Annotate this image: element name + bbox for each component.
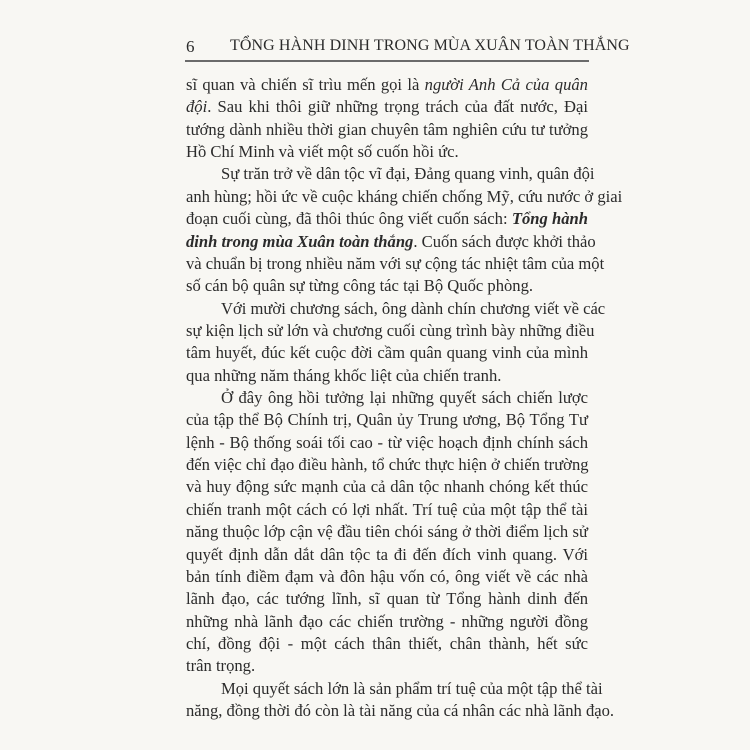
book-title-emphasis: Tổng hành: [511, 209, 588, 229]
text-line: [186, 119, 588, 141]
text-run: sự kiện lịch sử lớn và chương cuối cùng trình bày những điều: [186, 320, 595, 340]
body-text: [186, 74, 623, 722]
text-line: [186, 298, 606, 320]
text-run: trân trọng.: [186, 656, 256, 676]
text-run: đoạn cuối cùng, đã thôi thúc ông viết cuốn sách:: [186, 209, 512, 229]
text-run: quyết định dẫn dắt dân tộc ta đi đến đích vinh quang. Với: [186, 544, 588, 564]
paragraph: [186, 387, 588, 678]
text-line: [186, 320, 595, 342]
text-run: Ở đây ông hồi tưởng lại những quyết sách chiến lược: [221, 388, 588, 408]
text-run: năng, đồng thời đó còn là tài năng của cá nhân các nhà lãnh đạo.: [186, 701, 615, 721]
text-run: qua những năm tháng khốc liệt của chiến tranh.: [186, 365, 502, 385]
text-line: [186, 96, 588, 118]
text-line: [186, 700, 615, 722]
italic-text: người Anh Cả của quân: [424, 75, 588, 94]
text-run: anh hùng; hồi ức về cuộc kháng chiến chống Mỹ, cứu nước ở giai: [186, 186, 623, 206]
text-run: lãnh đạo, các tướng lĩnh, sĩ quan từ Tổng hành dinh đến: [186, 589, 588, 609]
text-line: [186, 611, 588, 633]
text-line: [186, 409, 588, 431]
text-run: . Sau khi thôi giữ những trọng trách của đất nước, Đại: [207, 97, 588, 117]
text-line: [186, 499, 588, 521]
text-run: sĩ quan và chiến sĩ trìu mến gọi là: [186, 75, 425, 94]
text-run: Mọi quyết sách lớn là sản phẩm trí tuệ của một tập thể tài: [221, 678, 603, 698]
text-run: chí, đồng đội - một cách thân thiết, chân thành, hết sức: [186, 633, 588, 653]
text-run: năng thuộc lớp cận vệ đầu tiên chói sáng ở thời điểm lịch sử: [186, 522, 588, 542]
text-line: [186, 342, 588, 364]
text-line: [186, 566, 588, 588]
text-run: số cán bộ quân sự từng công tác tại Bộ Quốc phòng.: [186, 276, 534, 296]
text-run: của tập thể Bộ Chính trị, Quân ủy Trung ương, Bộ Tổng Tư: [186, 410, 588, 430]
italic-text: đội: [186, 97, 208, 117]
text-run: đến việc chỉ đạo điều hành, tổ chức thực hiện ở chiến trường: [186, 455, 589, 475]
text-run: tướng dành nhiều thời gian chuyên tâm nghiên cứu tư tưởng: [186, 119, 588, 139]
text-run: . Cuốn sách được khởi thảo: [413, 231, 596, 251]
text-line: [186, 141, 588, 163]
text-run: chiến tranh một cách có lợi nhất. Trí tuệ của một tập thể tài: [186, 499, 588, 519]
page-number: 6: [186, 37, 195, 56]
text-run: tâm huyết, đúc kết cuộc đời cầm quân quang vinh của mình: [186, 343, 588, 363]
text-line: [186, 74, 588, 96]
text-run: những nhà lãnh đạo các chiến trường - những người đồng: [186, 611, 588, 631]
text-line: [186, 208, 588, 230]
text-run: lệnh - Bộ thống soái tối cao - từ việc hoạch định chính sách: [186, 432, 588, 452]
paragraph: [186, 163, 623, 297]
text-run: Hồ Chí Minh và viết một số cuốn hồi ức.: [186, 142, 459, 162]
paragraph: [186, 298, 606, 387]
text-line: [186, 476, 588, 498]
text-line: [186, 365, 588, 387]
book-title-emphasis: dinh trong mùa Xuân toàn thắng: [186, 231, 414, 251]
text-line: [186, 655, 588, 677]
text-run: Sự trăn trở về dân tộc vĩ đại, Đảng quang vinh, quân đội: [221, 164, 595, 184]
paragraph: [186, 678, 615, 723]
text-line: [186, 588, 588, 610]
text-run: và huy động sức mạnh của cả dân tộc nhanh chóng kết thúc: [186, 477, 588, 497]
text-line: [186, 633, 588, 655]
text-line: [186, 678, 603, 700]
running-title: TỔNG HÀNH DINH TRONG MÙA XUÂN TOÀN THẮNG: [230, 37, 630, 54]
header-rule: [185, 60, 589, 62]
text-run: bản tính điềm đạm và đôn hậu vốn có, ông viết về các nhà: [186, 566, 588, 586]
paragraph: [186, 74, 588, 163]
text-line: [186, 454, 588, 476]
text-line: [186, 186, 623, 208]
text-run: Với mười chương sách, ông dành chín chương viết về các: [221, 298, 606, 318]
text-line: [186, 387, 588, 409]
text-run: và chuẩn bị trong nhiều năm với sự cộng tác nhiệt tâm của một: [186, 253, 605, 273]
text-line: [186, 253, 605, 275]
text-line: [186, 544, 588, 566]
text-line: [186, 163, 595, 185]
text-line: [186, 231, 596, 253]
text-line: [186, 275, 588, 297]
text-line: [186, 432, 588, 454]
text-line: [186, 521, 588, 543]
